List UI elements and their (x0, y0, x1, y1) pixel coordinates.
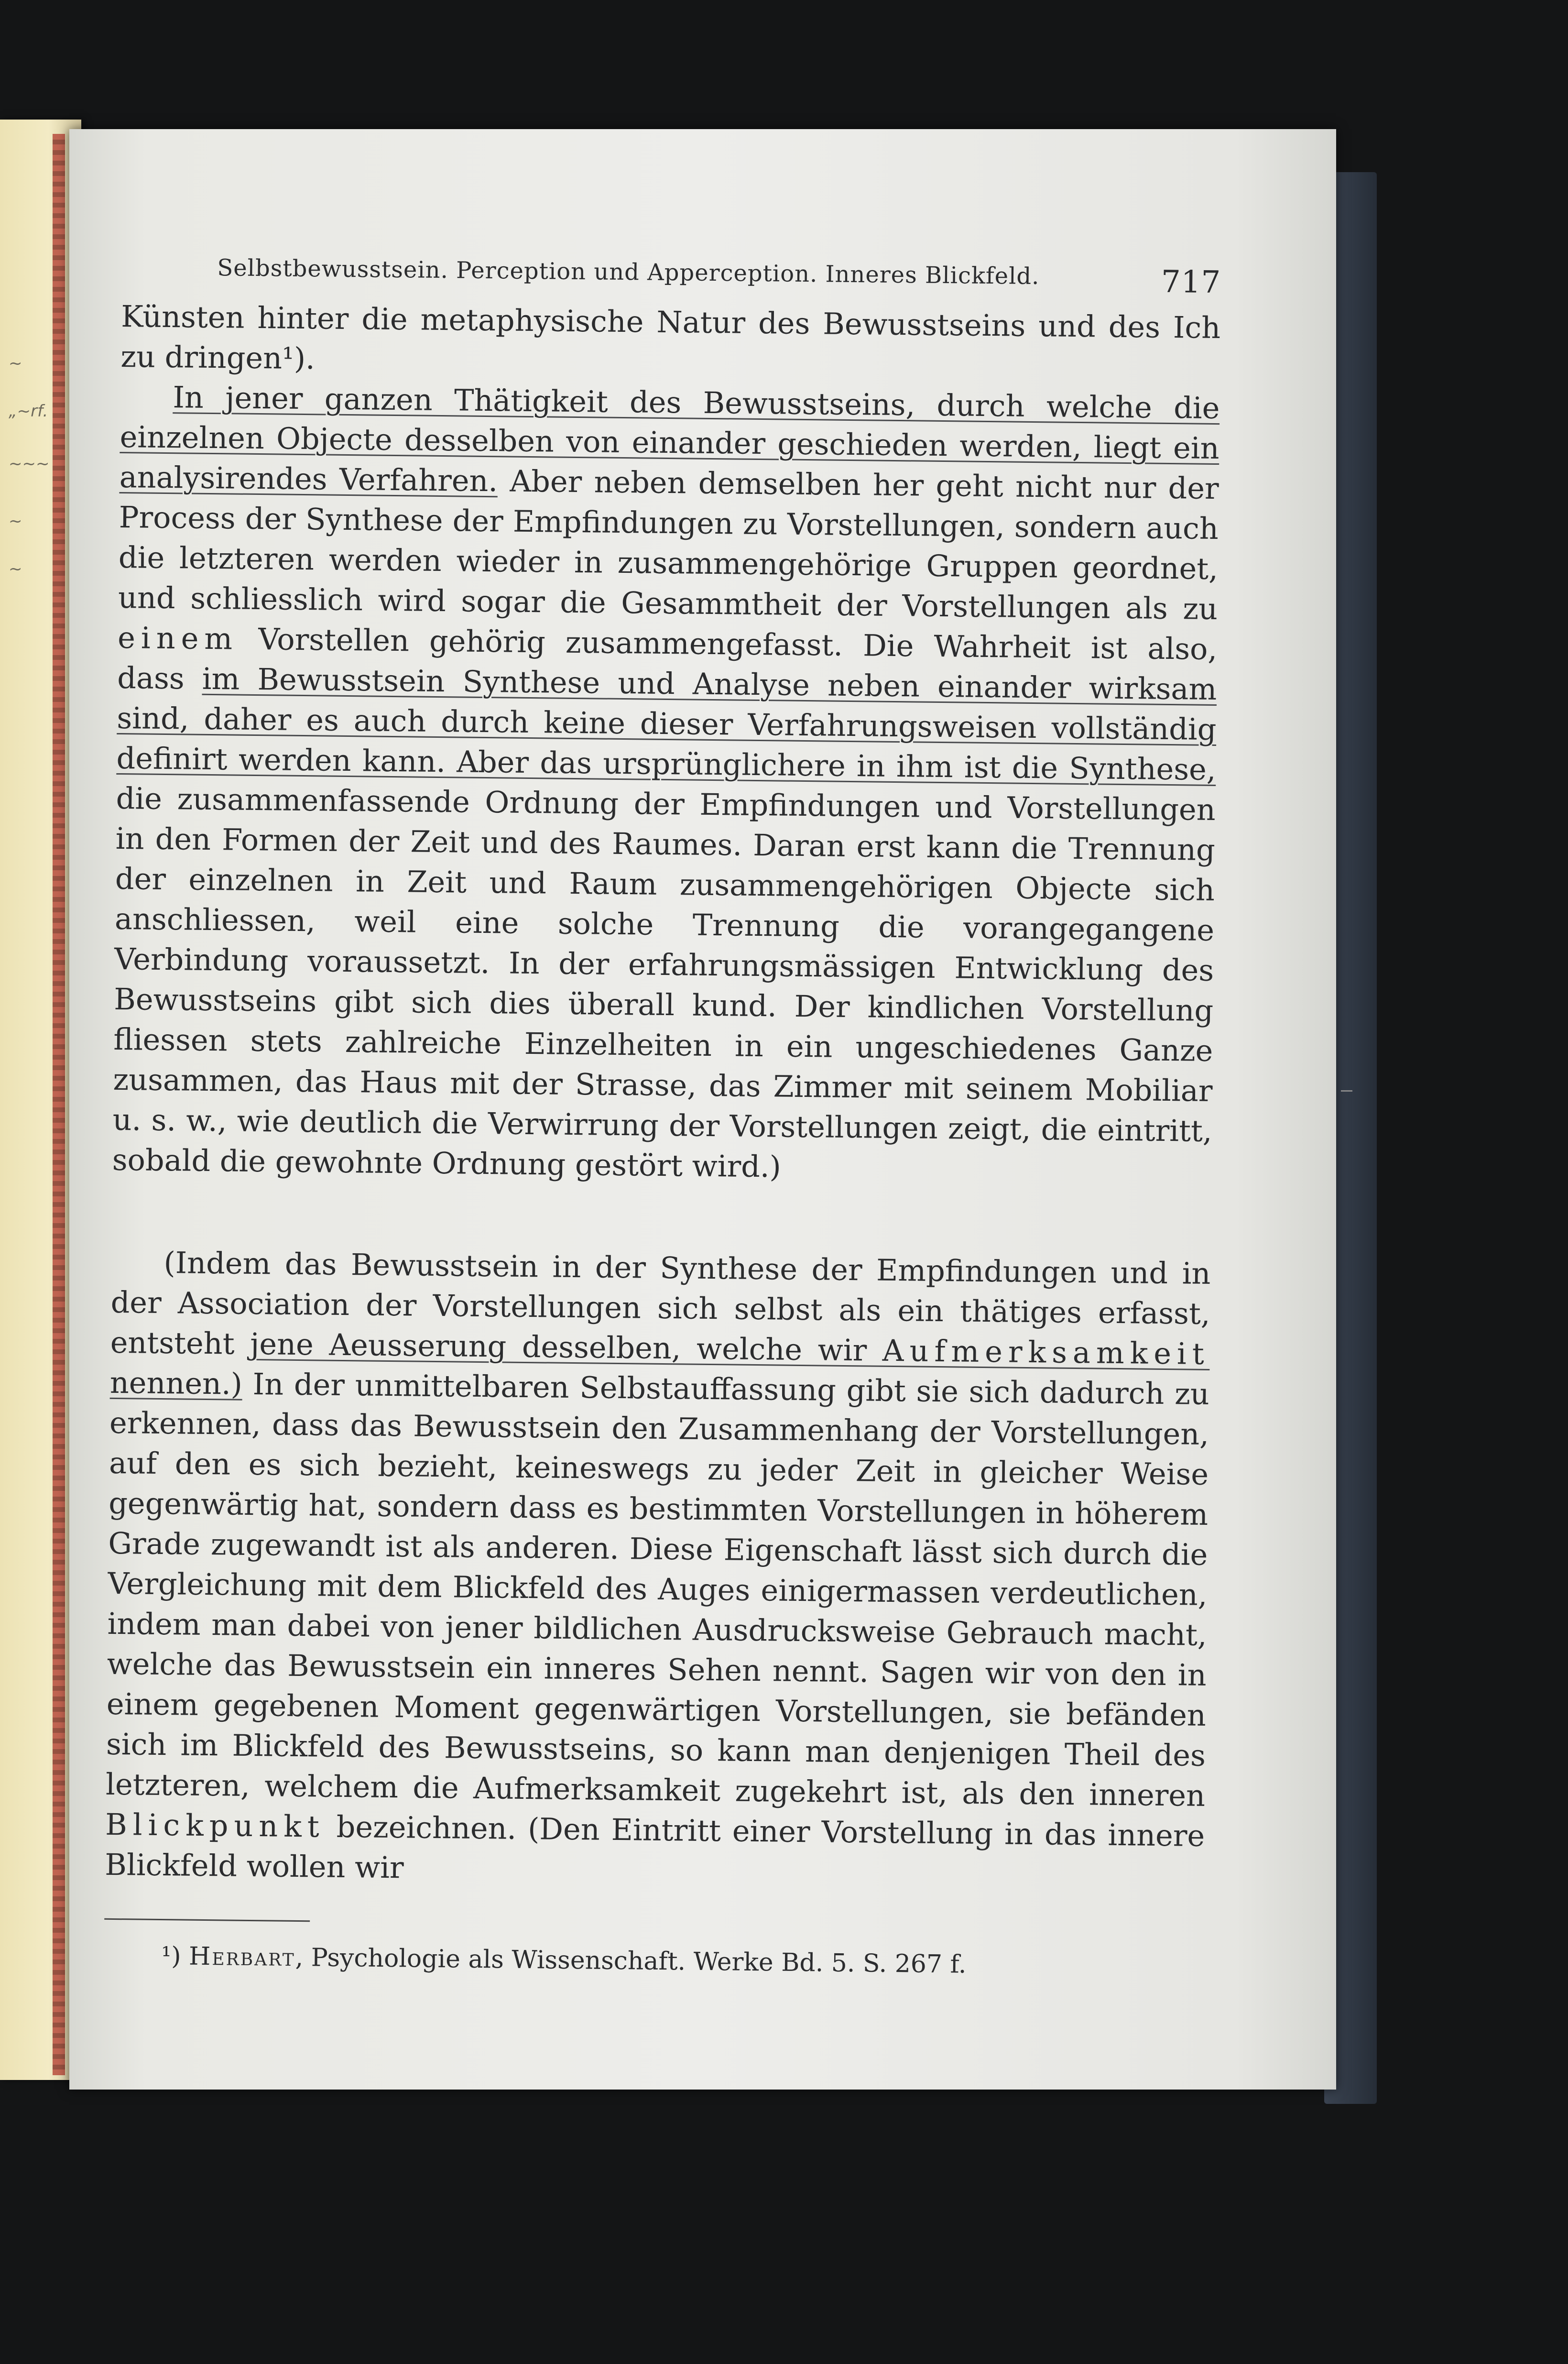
page-content (104, 239, 1221, 1984)
underlined-passage: nennen.) (109, 1365, 243, 1401)
page-number: 717 (1161, 264, 1221, 301)
paragraph-2-text: die zusammenfassende Ordnung der Empfindungen und Vorstellungen in den Formen der Zeit und des Raumes. Daran erst kann die Trennung der einzelnen in Zeit und Raum zusammengehörigen Objecte sich anschliessen, weil eine solche Trennung die vorangegangene Verbindung voraussetzt. In der erfahrungsmässigen Entwicklung des Bewusstseins gibt sich dies überall kund. Der kindlichen Vorstellung fliessen stets zahlreiche Einzelheiten in ein ungeschiedenes Ganze zusammen, das Haus mit der Strasse, das Zimmer mit seinem Mobiliar u. s. w., wie deutlich die Verwirrung der Vorstellungen zeigt, die eintritt, sobald die gewohnte Ordnung gestört wird.) (112, 780, 1216, 1184)
paragraph-3-text: bezeichnen. (Den Eintritt einer Vorstellung in das innere Blickfeld wollen wir (105, 1809, 1205, 1885)
paragraph-2-text: Aber neben demselben her geht nicht nur der Process der Synthese der Empfindungen zu Vorstellungen, sondern auch die letzteren werden wieder in zusammengehörige Gruppen geordnet, und schliesslich wird sogar die Gesammtheit der Vorstellungen als zu (118, 463, 1220, 627)
margin-note-4: ~ (9, 512, 22, 531)
running-head (121, 239, 1221, 308)
margin-note-1: ~ (9, 354, 22, 373)
paragraph-1-text: Künsten hinter die metaphysische Natur des Bewusstseins und des Ich zu dringen (120, 298, 1221, 376)
paragraph-3-text: (Indem das Bewusstsein in der Synthese der Empfindungen und in der Association der Vorstellungen sich selbst als ein thätiges erfasst, entsteht (110, 1245, 1211, 1361)
emphasis-einem: einem (117, 620, 239, 657)
book-page (69, 129, 1336, 2090)
footnote-rule (104, 1918, 310, 1922)
emphasis-blickpunkt: Blickpunkt (105, 1806, 326, 1844)
paragraph-2 (112, 377, 1220, 1192)
footnote-reference: ¹). (282, 340, 316, 376)
emphasis-aufmerksamkeit: Aufmerksamkeit (882, 1333, 1210, 1371)
binding-edge (53, 134, 65, 2075)
underlined-passage: im Bewusstsein Synthese und Analyse neben einander wirksam sind, daher es auch durch keine dieser Verfahrungsweisen vollständig definirt werden kann. Aber das ursprünglichere in ihm ist die Synthese, (116, 661, 1217, 788)
margin-note-2: „~rf. (9, 402, 48, 421)
underlined-passage: In jener ganzen Thätigkeit des Bewusstseins, durch welche die einzelnen Objecte desselben von einander geschieden werden, liegt ein analysirendes Verfahren. (119, 380, 1220, 499)
footnote-text: , Psychologie als Wissenschaft. Werke Bd. 5. S. 267 f. (295, 1943, 967, 1979)
paragraph-1 (120, 296, 1221, 388)
paragraph-2-text: Vorstellen gehörig zusammengefasst. Die Wahrheit ist also, dass (117, 621, 1218, 696)
footnote (104, 1939, 1204, 1984)
footnote-author: Herbart (188, 1942, 296, 1972)
margin-note-5: ~ (9, 559, 22, 579)
margin-tick-mark (1341, 1090, 1352, 1092)
running-title: Selbstbewusstsein. Perception und Apperception. Inneres Blickfeld. (217, 254, 1040, 290)
footnote-mark: ¹) (161, 1942, 181, 1971)
paragraph-3-text: In der unmittelbaren Selbstauffassung gibt sie sich dadurch zu erkennen, dass das Bewusstsein den Zusammenhang der Vorstellungen, auf den es sich bezieht, keineswegs zu jeder Zeit in gleicher Weise gegenwärtig hat, sondern dass es bestimmten Vorstellungen in höherem Grade zugewandt ist als anderen. Diese Eigenschaft lässt sich durch die Vergleichung mit dem Blickfeld des Auges einigermassen verdeutlichen, indem man dabei von jener bildlichen Ausdrucksweise Gebrauch macht, welche das Bewusstsein ein inneres Sehen nennt. Sagen wir von den in einem gegebenen Moment gegenwärtigen Vorstellungen, sie befänden sich im Blickfeld des Bewusstseins, so kann man denjenigen Theil des letzteren, welchem die Aufmerksamkeit zugekehrt ist, als den inneren (105, 1366, 1210, 1813)
paragraph-3 (105, 1242, 1211, 1896)
underlined-passage: jene Aeusserung desselben, welche wir (250, 1326, 883, 1368)
margin-note-3: ~~~ (9, 454, 50, 473)
